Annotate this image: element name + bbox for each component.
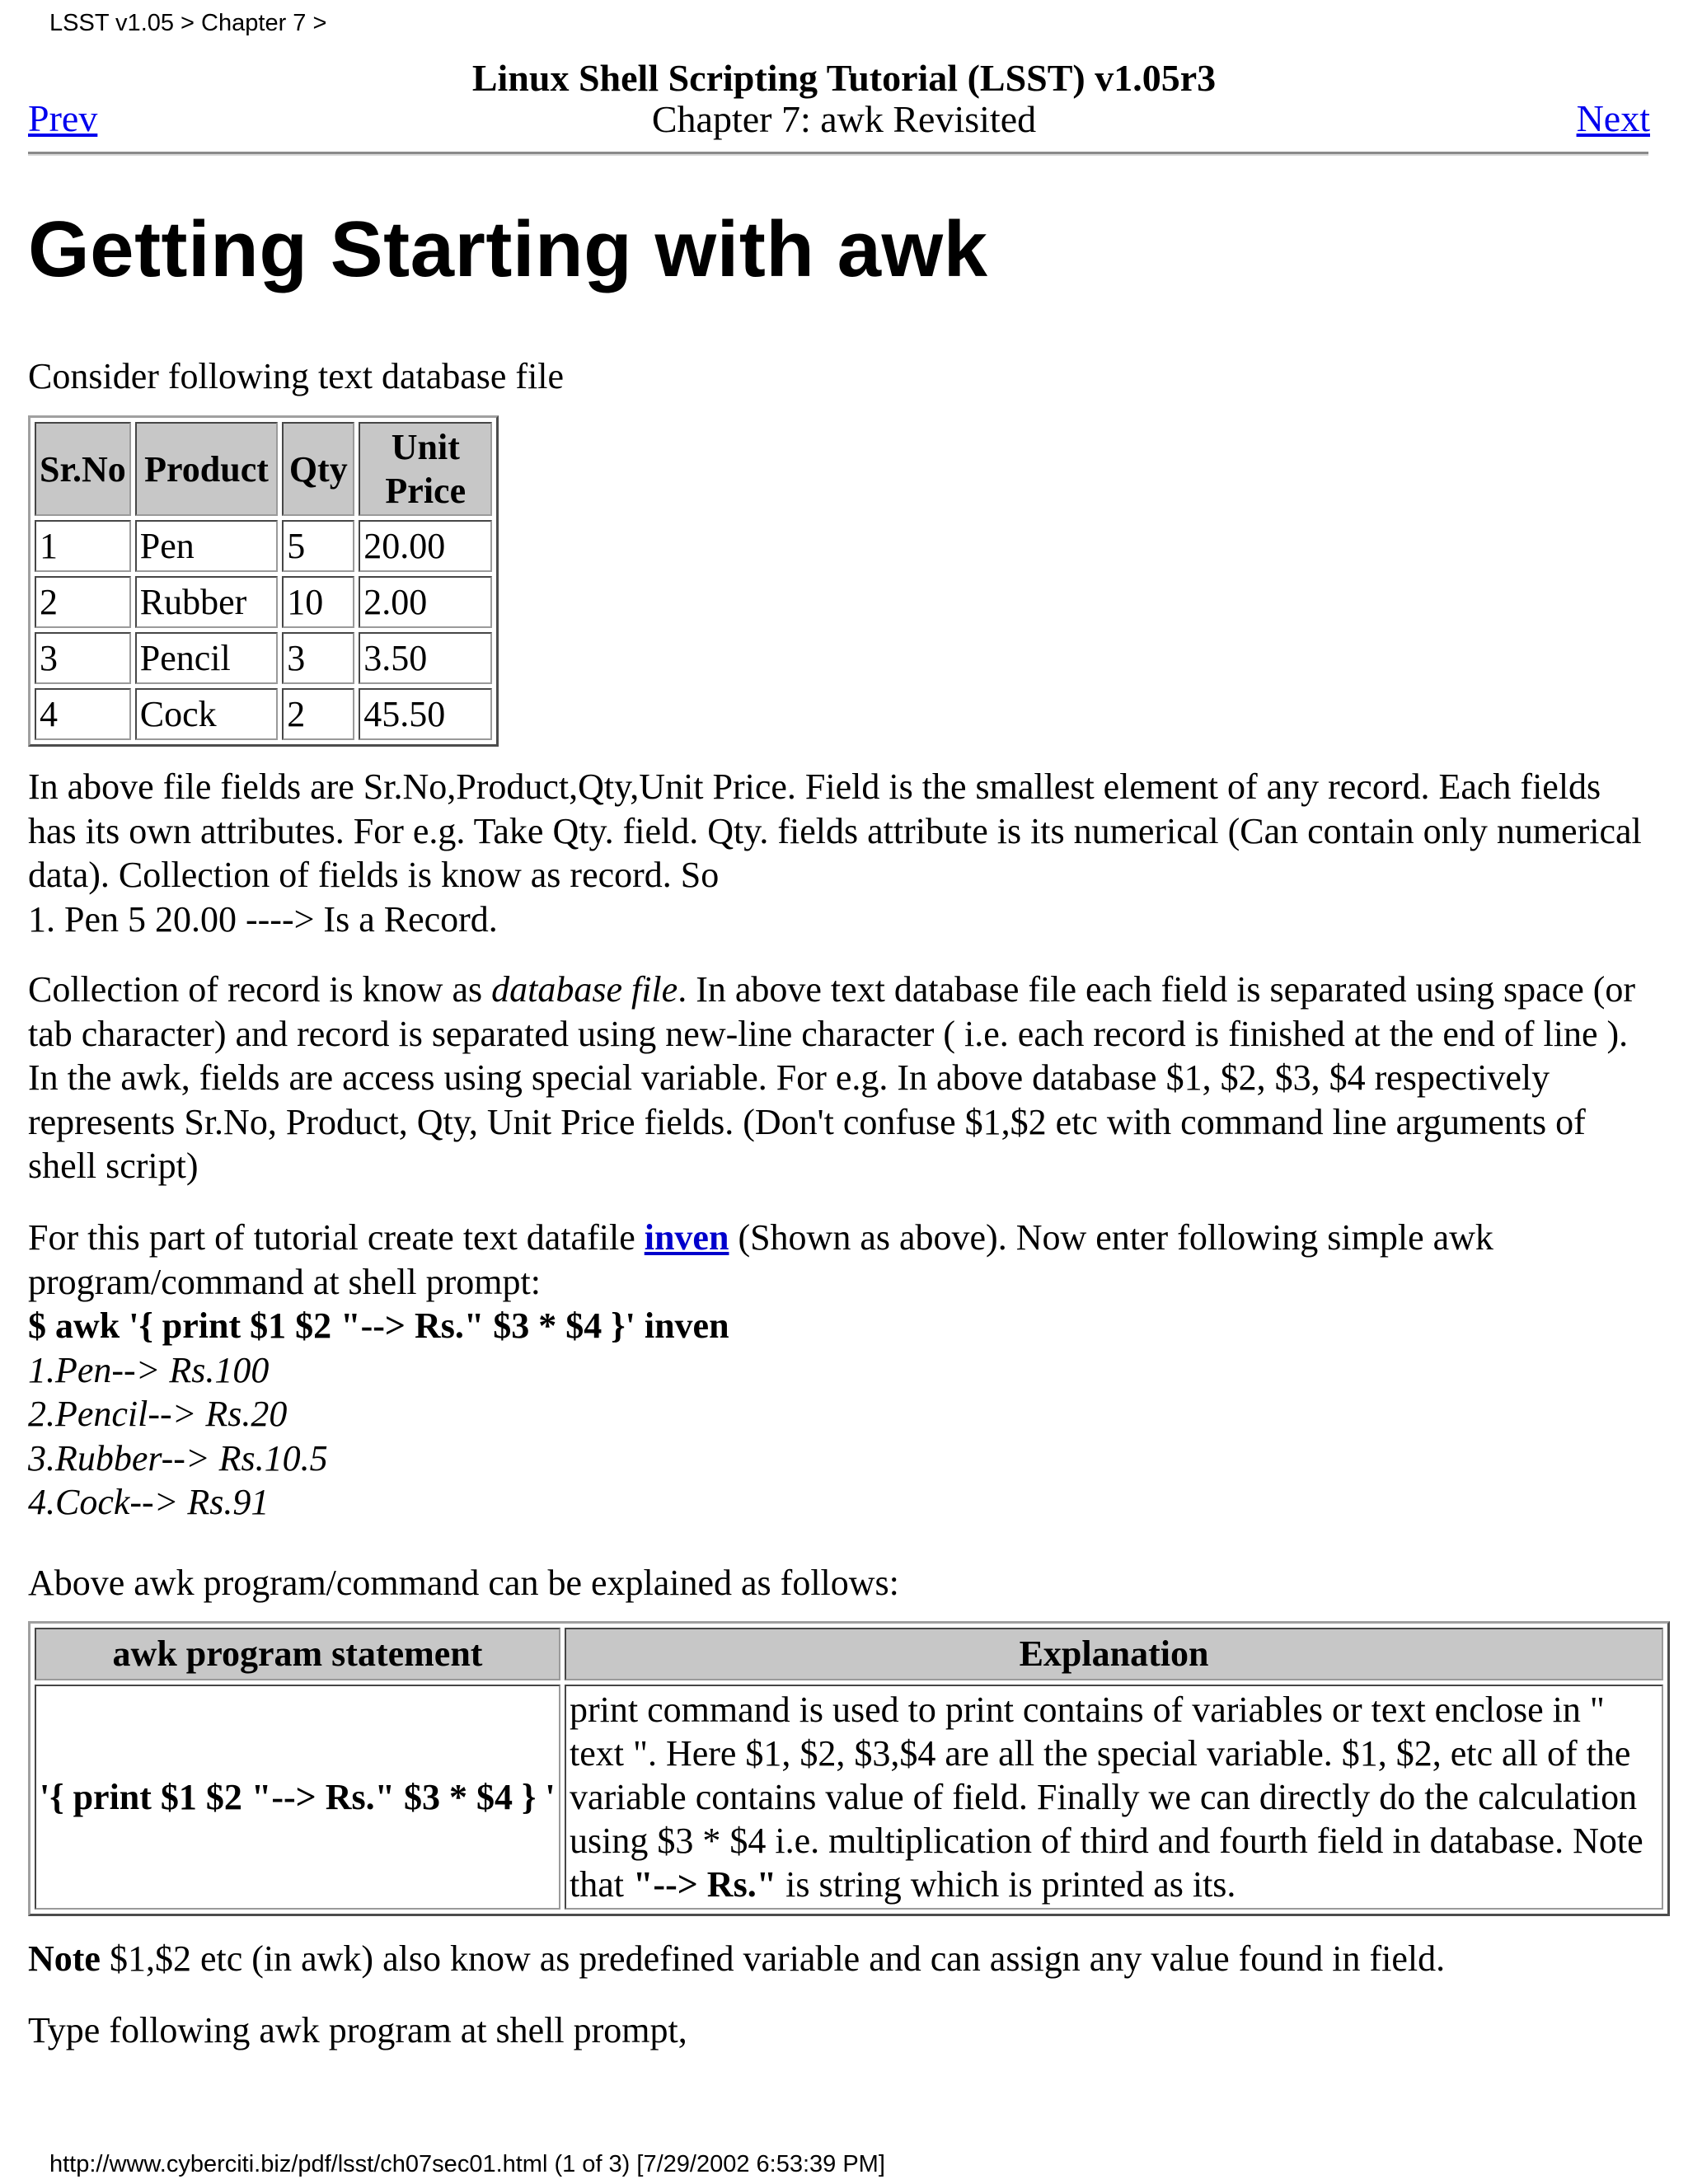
table-row <box>35 688 492 740</box>
table-cell: 1 <box>35 520 131 572</box>
table-cell: 2 <box>282 688 354 740</box>
page-title: Getting Starting with awk <box>28 205 988 293</box>
table-cell: 3.50 <box>359 632 492 684</box>
explanation-text-end: is string which is printed as its. <box>776 1864 1236 1905</box>
header-divider <box>28 152 1648 156</box>
table-row <box>35 576 492 628</box>
database-text-before: Collection of record is know as <box>28 969 492 1010</box>
tutorial-paragraph <box>28 1216 1656 1525</box>
intro-paragraph: Consider following text database file <box>28 356 565 396</box>
table-row <box>35 1685 1663 1910</box>
record-example: 1. Pen 5 20.00 ----> Is a Record. <box>28 898 498 940</box>
tutorial-text-before: For this part of tutorial create text datafile <box>28 1217 645 1258</box>
output-line: 4.Cock--> Rs.91 <box>28 1482 270 1522</box>
table-cell: 45.50 <box>359 688 492 740</box>
table-cell: 2.00 <box>359 576 492 628</box>
column-header: Explanation <box>565 1628 1663 1680</box>
explanation-table <box>28 1621 1670 1916</box>
database-text-after: . In above text database file each field is separated using space (or tab character) and record is separated using new-line character ( i.e. each record is finished at the end of line ). In the awk, fields are access using special variable. For e.g. In above database $1, $2, $3, $4 respectively represents Sr.No, Product, Qty, Unit Price fields. (Don't confuse $1,$2 etc with command line arguments of shell script) <box>28 969 1636 1186</box>
table-cell: 3 <box>35 632 131 684</box>
inven-link[interactable]: inven <box>644 1217 729 1258</box>
fields-paragraph <box>28 765 1656 941</box>
table-cell: 4 <box>35 688 131 740</box>
table-cell: 10 <box>282 576 354 628</box>
table-cell: 20.00 <box>359 520 492 572</box>
table-cell: Pen <box>135 520 279 572</box>
column-header: Unit Price <box>359 422 492 516</box>
column-header: Product <box>135 422 279 516</box>
explanation-text: print command is used to print contains of variables or text enclose in " text ". Here $1, $2, $3,$4 are all the special variable. $1, $2, etc all of the variable contains value of field. Finally we can directly do the calculation using $3 * $4 i.e. multiplication of third and fourth field in database. Note that <box>570 1690 1643 1905</box>
database-file-term: database file <box>491 969 678 1010</box>
awk-command: $ awk '{ print $1 $2 "--> Rs." $3 * $4 }' inven <box>28 1305 729 1346</box>
table-cell: Pencil <box>135 632 279 684</box>
column-header: Qty <box>282 422 354 516</box>
note-label: Note <box>28 1938 101 1979</box>
chapter-title: Chapter 7: awk Revisited <box>651 98 1037 140</box>
table-cell: Rubber <box>135 576 279 628</box>
output-line: 2.Pencil--> Rs.20 <box>28 1394 288 1434</box>
database-paragraph <box>28 968 1656 1188</box>
table-row <box>35 632 492 684</box>
column-header: Sr.No <box>35 422 131 516</box>
table-header-row <box>35 1628 1663 1680</box>
table-cell: Cock <box>135 688 279 740</box>
prev-link[interactable]: Prev <box>28 97 98 139</box>
note-text: $1,$2 etc (in awk) also know as predefined variable and can assign any value found in field. <box>100 1938 1446 1979</box>
table-row <box>35 520 492 572</box>
breadcrumb: LSST v1.05 > Chapter 7 > <box>49 10 327 36</box>
explanation-string: "--> Rs." <box>632 1864 777 1905</box>
table-cell: 5 <box>282 520 354 572</box>
note-paragraph <box>28 1937 1656 1981</box>
explanation-cell <box>565 1685 1663 1910</box>
inventory-table <box>28 415 499 747</box>
type-prompt: Type following awk program at shell prompt, <box>28 2010 687 2050</box>
column-header: awk program statement <box>35 1628 560 1680</box>
table-cell: 2 <box>35 576 131 628</box>
book-title: Linux Shell Scripting Tutorial (LSST) v1.05r3 <box>471 57 1217 99</box>
tutorial-text-after: (Shown as above). Now enter following simple awk program/command at shell prompt: <box>28 1217 1493 1302</box>
next-link[interactable]: Next <box>1576 97 1650 139</box>
output-line: 1.Pen--> Rs.100 <box>28 1349 270 1390</box>
table-header-row <box>35 422 492 516</box>
output-line: 3.Rubber--> Rs.10.5 <box>28 1437 328 1479</box>
footer-url: http://www.cyberciti.biz/pdf/lsst/ch07sec01.html (1 of 3) [7/29/2002 6:53:39 PM] <box>49 2151 885 2177</box>
fields-text: In above file fields are Sr.No,Product,Qty,Unit Price. Field is the smallest element of any record. Each fields has its own attributes. For e.g. Take Qty. field. Qty. fields attribute is its numerical (Can contain only numerical data). Collection of fields is know as record. So <box>28 766 1642 895</box>
table-cell: 3 <box>282 632 354 684</box>
explain-intro: Above awk program/command can be explained as follows: <box>28 1563 899 1603</box>
statement-cell: '{ print $1 $2 "--> Rs." $3 * $4 } ' <box>35 1685 560 1910</box>
